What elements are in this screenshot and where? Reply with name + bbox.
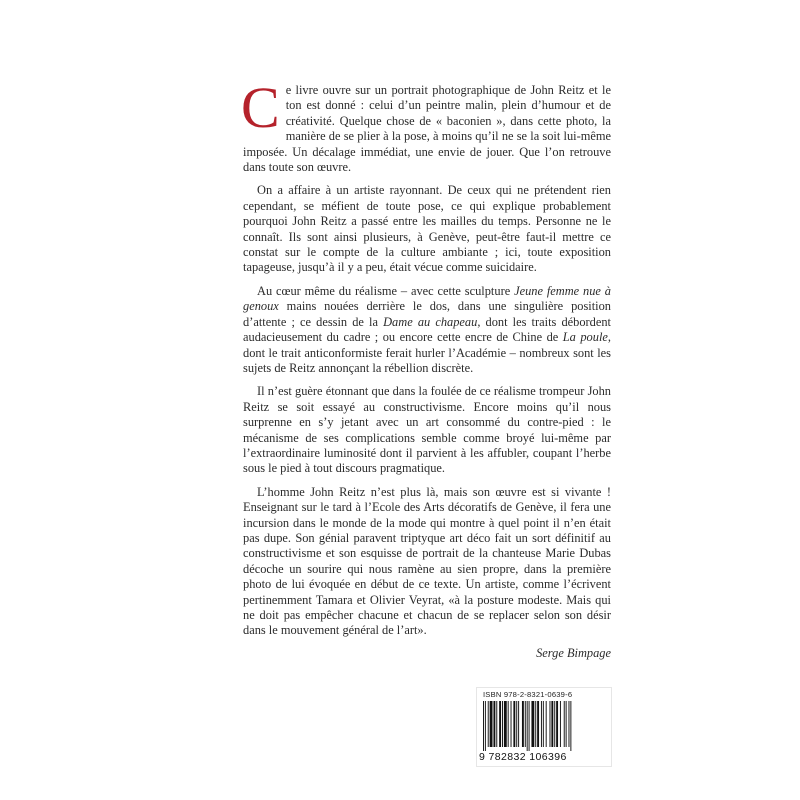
paragraph-1 — [241, 75, 611, 175]
paragraph-3-part-b: mains nouées derrière le dos, dans une singulière position d’attente ; ce dessin de la — [243, 299, 611, 329]
artwork-title-dame-au-chapeau: Dame au chapeau — [383, 314, 478, 329]
barcode-digits: 9 782832 106396 — [479, 751, 567, 763]
isbn-label: ISBN 978-2-8321-0639-6 — [483, 690, 573, 699]
paragraph-3-part-d: , dont le trait anticonformiste ferait hurler l’Académie – nombreux sont les sujets de Reitz annonçant la rébellion discrète. — [243, 330, 611, 375]
artwork-title-jeune-femme: Jeune femme nue à genoux — [243, 283, 612, 314]
paragraph-2: On a affaire à un artiste rayonnant. De ceux qui ne prétendent rien cependant, se méfient de toute pose, ce qui explique probablement pourquoi John Reitz a passé entre les mailles du temps. Personne ne le connaît. Ils sont ainsi plusieurs, à Genève, peut-être faut-il mettre ce constat sur le compte de la culture ambiante ; ici, toute exposition tapageuse, jusqu’à il y a peu, était vécue comme suicidaire. — [243, 183, 611, 275]
isbn-barcode — [476, 687, 612, 767]
blurb-text — [241, 75, 612, 647]
paragraph-3-part-a: Au cœur même du réalisme – avec cette sculpture — [257, 283, 515, 298]
drop-cap: C — [241, 75, 280, 140]
paragraph-3-part-c: , dont les traits débordent audacieusement du cadre ; ou encore cette encre de Chine de — [243, 314, 611, 345]
barcode-icon — [483, 701, 607, 751]
paragraph-1-text: e livre ouvre sur un portrait photographique de John Reitz et le ton est donné : celui d’un peintre malin, plein d’humour et de créativité. Quelque chose de « baconien », dans cette photo, la manière de se plier à la pose, à moins qu’il ne se la soit lui-même imposée. Un décalage immédiat, une envie de jouer. Que l’on retrouve dans toute son œuvre. — [243, 83, 611, 175]
artwork-title-la-poule: La poule — [562, 330, 608, 345]
paragraph-3 — [243, 284, 611, 376]
paragraph-5: L’homme John Reitz n’est plus là, mais son œuvre est si vivante ! Enseignant sur le tard à l’Ecole des Arts décoratifs de Genève, il fera une incursion dans le monde de la mode qui montre à quel point il n’en était pas dupe. Son génial paravent triptyque art déco fait un sort définitif au constructivisme et son esquisse de portrait de la chanteuse Marie Dubas décoche un sourire qui nous ramène au sien propre, dans la première photo de lui évoquée en début de ce texte. Un artiste, comme l’écrivent pertinemment Tamara et Olivier Veyrat, «à la posture modeste. Mais qui ne doit pas empêcher chacune et chacun de se replacer selon son désir dans le mouvement général de l’art». — [243, 484, 611, 638]
author-signature: Serge Bimpage — [536, 646, 611, 660]
paragraph-4: Il n’est guère étonnant que dans la foulée de ce réalisme trompeur John Reitz se soit essayé au constructivisme. Encore moins qu’il nous surprenne en s’y jetant avec un art consommé du contre-pied : le mécanisme de ses complications semble comme broyé lui-même par l’extraordinaire luminosité dont il parvient à les affubler, coupant l’herbe sous le pied à tout discours pragmatique. — [243, 384, 611, 476]
